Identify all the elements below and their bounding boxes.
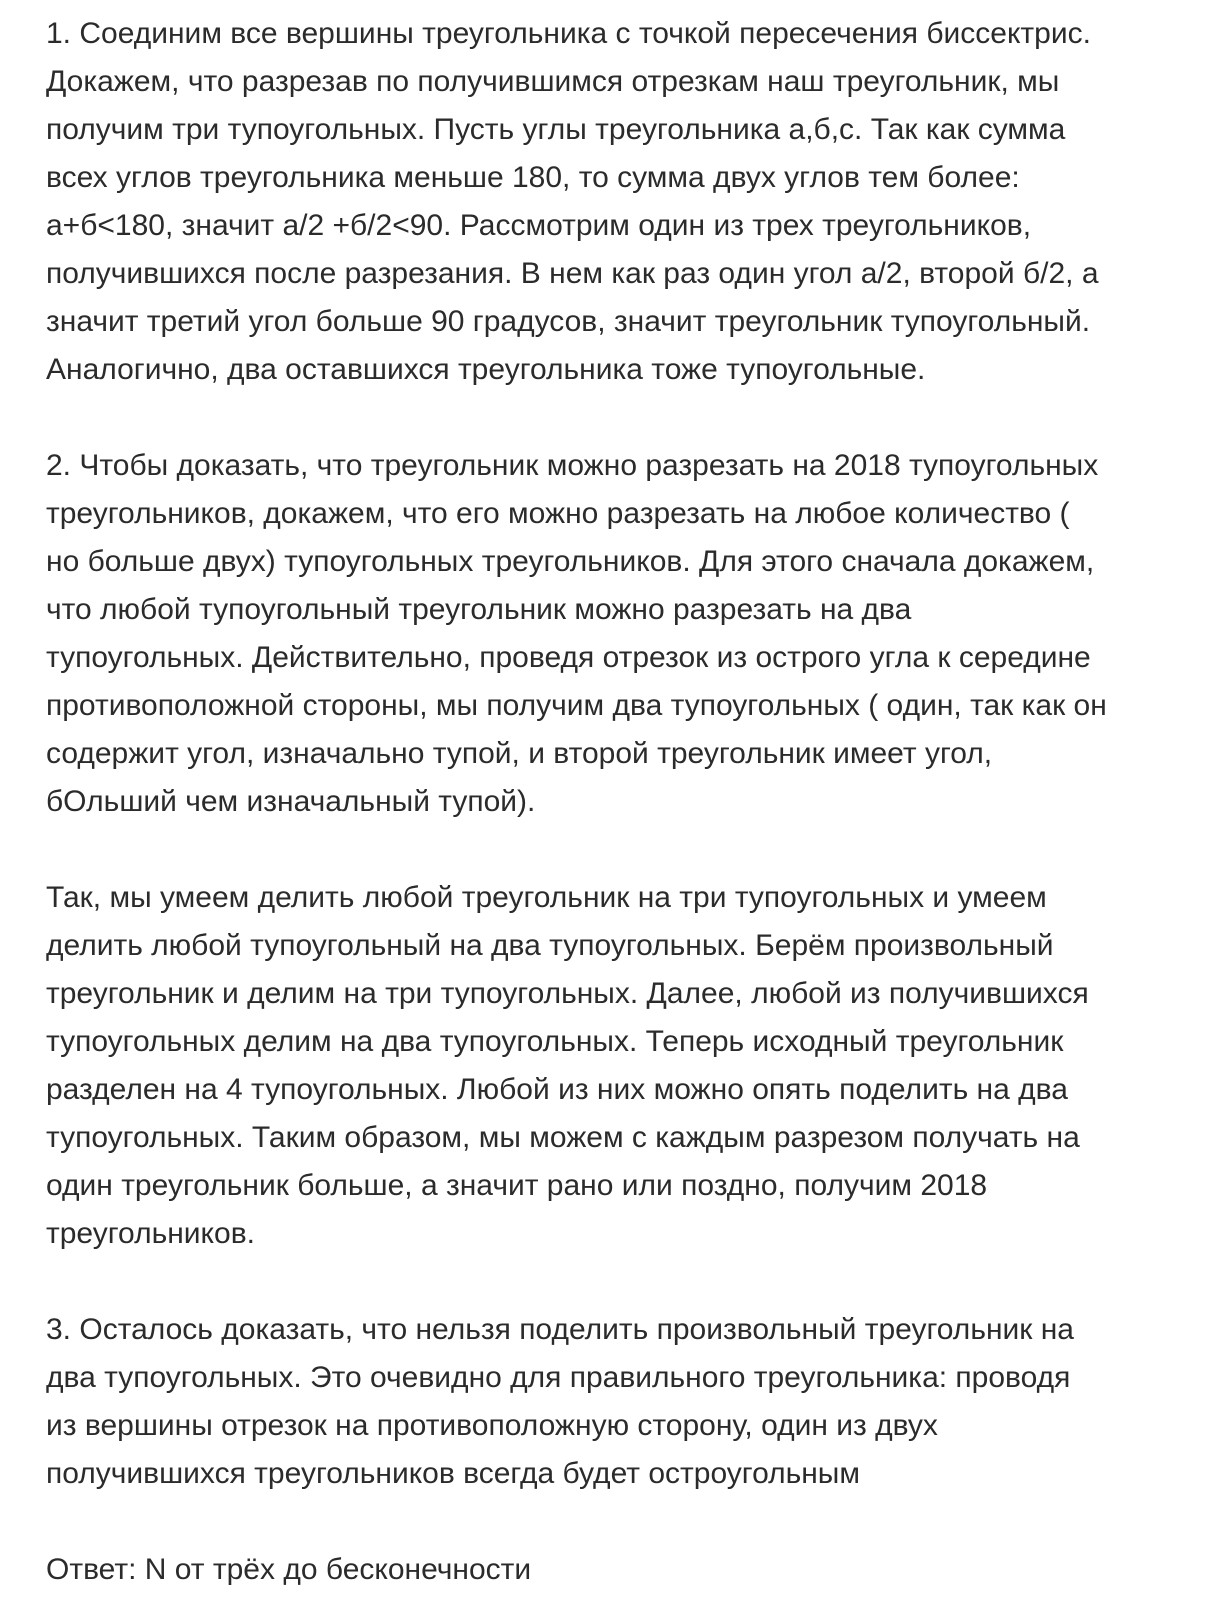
text-line: Так, мы умеем делить любой треугольник на три тупоугольных и умеем	[46, 881, 1047, 914]
text-line: треугольник и делим на три тупоугольных. Далее, любой из получившихся	[46, 977, 1089, 1010]
text-line: Докажем, что разрезав по получившимся отрезкам наш треугольник, мы	[46, 65, 1060, 98]
text-line: один треугольник больше, а значит рано или поздно, получим 2018	[46, 1169, 988, 1202]
text-line: 3. Осталось доказать, что нельзя поделить произвольный треугольник на	[46, 1313, 1074, 1346]
text-line: значит третий угол больше 90 градусов, значит треугольник тупоугольный.	[46, 305, 1091, 338]
paragraph-gap	[46, 394, 1196, 442]
text-line: тупоугольных. Действительно, проведя отрезок из острого угла к середине	[46, 641, 1091, 674]
text-line: треугольников, докажем, что его можно разрезать на любое количество (	[46, 497, 1070, 530]
text-line: разделен на 4 тупоугольных. Любой из них можно опять поделить на два	[46, 1073, 1068, 1106]
text-line: но больше двух) тупоугольных треугольников. Для этого сначала докажем,	[46, 545, 1095, 578]
paragraph-3	[46, 874, 1196, 1258]
paragraph-gap	[46, 1258, 1196, 1306]
text-line: а+б<180, значит а/2 +б/2<90. Рассмотрим один из трех треугольников,	[46, 209, 1032, 242]
text-line: из вершины отрезок на противоположную сторону, один из двух	[46, 1409, 938, 1442]
answer-line: Ответ: N от трёх до бесконечности	[46, 1553, 532, 1586]
text-line: Аналогично, два оставшихся треугольника тоже тупоугольные.	[46, 353, 926, 386]
text-line: тупоугольных. Таким образом, мы можем с каждым разрезом получать на	[46, 1121, 1080, 1154]
text-line: треугольников.	[46, 1217, 255, 1250]
text-line: два тупоугольных. Это очевидно для правильного треугольника: проводя	[46, 1361, 1071, 1394]
text-line: что любой тупоугольный треугольник можно разрезать на два	[46, 593, 912, 626]
solution-text	[46, 10, 1196, 1594]
text-line: получившихся после разрезания. В нем как раз один угол а/2, второй б/2, а	[46, 257, 1099, 290]
text-line: тупоугольных делим на два тупоугольных. Теперь исходный треугольник	[46, 1025, 1064, 1058]
answer-paragraph	[46, 1546, 1196, 1594]
paragraph-4	[46, 1306, 1196, 1498]
text-line: получим три тупоугольных. Пусть углы треугольника а,б,с. Так как сумма	[46, 113, 1066, 146]
paragraph-2	[46, 442, 1196, 826]
text-line: содержит угол, изначально тупой, и второй треугольник имеет угол,	[46, 737, 993, 770]
text-line: бОльший чем изначальный тупой).	[46, 785, 536, 818]
paragraph-gap	[46, 1498, 1196, 1546]
text-line: всех углов треугольника меньше 180, то сумма двух углов тем более:	[46, 161, 1020, 194]
text-line: 1. Соединим все вершины треугольника с точкой пересечения биссектрис.	[46, 17, 1091, 50]
text-line: 2. Чтобы доказать, что треугольник можно разрезать на 2018 тупоугольных	[46, 449, 1099, 482]
paragraph-1	[46, 10, 1196, 394]
paragraph-gap	[46, 826, 1196, 874]
text-line: делить любой тупоугольный на два тупоугольных. Берём произвольный	[46, 929, 1054, 962]
text-line: противоположной стороны, мы получим два тупоугольных ( один, так как он	[46, 689, 1107, 722]
text-line: получившихся треугольников всегда будет остроугольным	[46, 1457, 860, 1490]
